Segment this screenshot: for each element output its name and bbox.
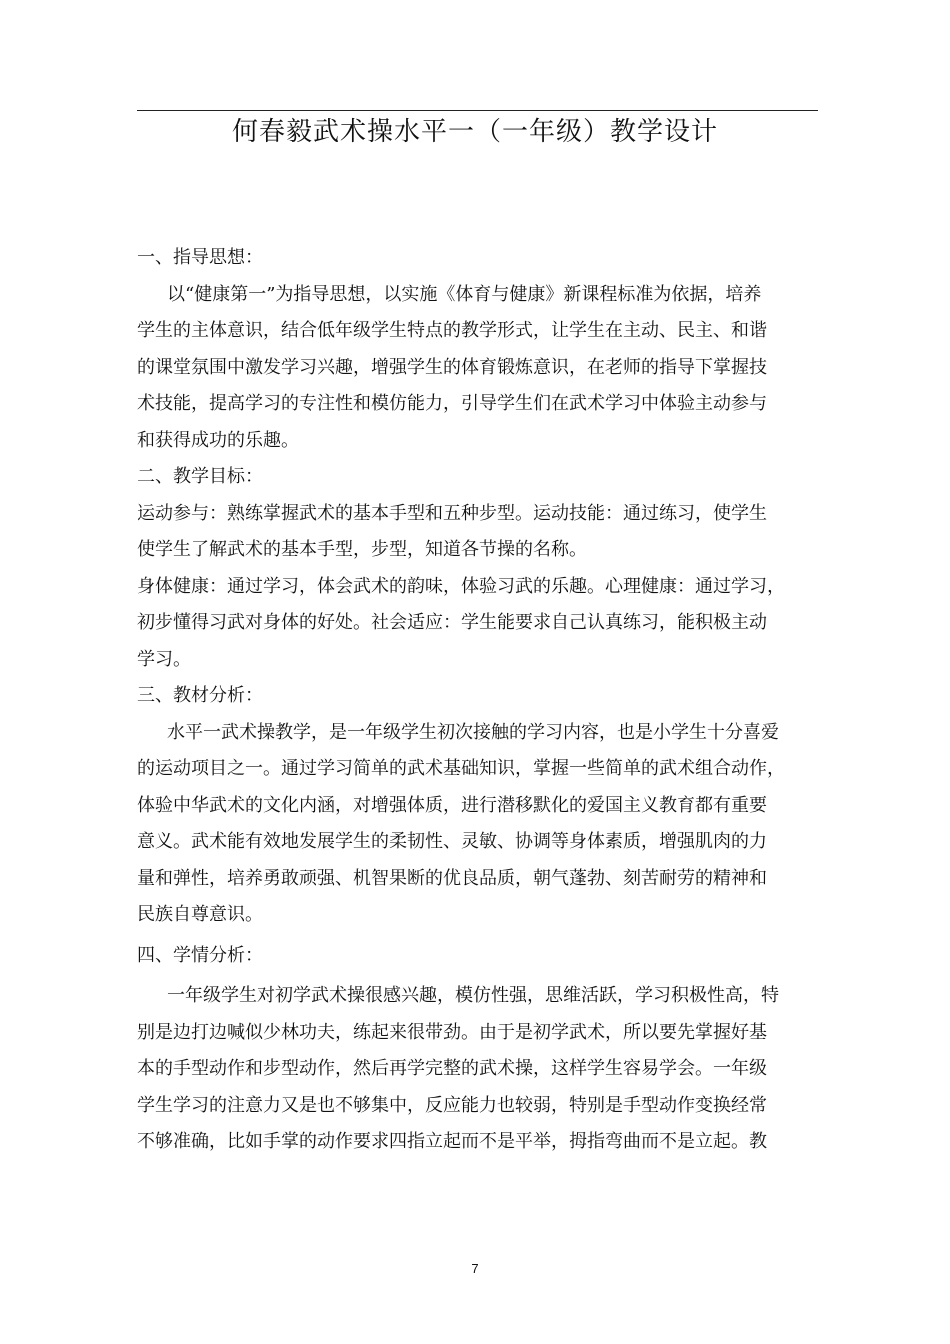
document-body xyxy=(137,240,818,1161)
guiding-line: 学生的主体意识，结合低年级学生特点的教学形式，让学生在主动、民主、和谐 xyxy=(137,320,767,341)
guiding-line: 和获得成功的乐趣。 xyxy=(137,429,299,451)
goals-line: 学习。 xyxy=(137,648,191,670)
students-line: 别是边打边喊似少林功夫，练起来很带劲。由于是初学武术，所以要先掌握好基 xyxy=(137,1021,767,1043)
students-line: 本的手型动作和步型动作，然后再学完整的武术操，这样学生容易学会。一年级 xyxy=(137,1058,767,1079)
guiding-line: 的课堂氛围中激发学习兴趣，增强学生的体育锻炼意识，在老师的指导下掌握技 xyxy=(137,356,767,378)
students-line: 一年级学生对初学武术操很感兴趣，模仿性强，思维活跃，学习积极性高，特 xyxy=(167,985,779,1006)
material-line: 的运动项目之一。通过学习简单的武术基础知识，掌握一些简单的武术组合动作， xyxy=(137,758,785,779)
goals-line: 身体健康：通过学习，体会武术的韵味，体验习武的乐趣。心理健康：通过学习， xyxy=(137,575,785,597)
students-line: 学生学习的注意力又是也不够集中，反应能力也较弱，特别是手型动作变换经常 xyxy=(137,1094,767,1116)
material-line: 民族自尊意识。 xyxy=(137,904,263,925)
goals-line: 初步懂得习武对身体的好处。社会适应：学生能要求自己认真练习，能积极主动 xyxy=(137,612,767,633)
header-rule xyxy=(137,110,818,111)
guiding-line: 术技能，提高学习的专注性和模仿能力，引导学生们在武术学习中体验主动参与 xyxy=(137,393,767,414)
material-line: 体验中华武术的文化内涵，对增强体质，进行潜移默化的爱国主义教育都有重要 xyxy=(137,794,767,816)
section-heading-goals: 二、教学目标： xyxy=(137,466,263,487)
students-line: 不够准确，比如手掌的动作要求四指立起而不是平举，拇指弯曲而不是立起。教 xyxy=(137,1131,767,1152)
goals-line: 使学生了解武术的基本手型，步型，知道各节操的名称。 xyxy=(137,539,587,560)
section-heading-material: 三、教材分析： xyxy=(137,685,263,706)
page-number: 7 xyxy=(471,1261,479,1276)
guiding-line: 以“健康第一”为指导思想，以实施《体育与健康》新课程标准为依据，培养 xyxy=(167,283,762,305)
section-heading-guiding: 一、指导思想： xyxy=(137,247,263,268)
document-title: 何春毅武术操水平一（一年级）教学设计 xyxy=(231,117,718,147)
material-line: 水平一武术操教学，是一年级学生初次接触的学习内容，也是小学生十分喜爱 xyxy=(167,721,779,743)
material-line: 量和弹性，培养勇敢顽强、机智果断的优良品质，朝气蓬勃、刻苦耐劳的精神和 xyxy=(137,867,767,889)
goals-line: 运动参与：熟练掌握武术的基本手型和五种步型。运动技能：通过练习，使学生 xyxy=(137,502,767,524)
section-heading-students: 四、学情分析： xyxy=(137,944,263,966)
material-line: 意义。武术能有效地发展学生的柔韧性、灵敏、协调等身体素质，增强肌肉的力 xyxy=(137,831,767,852)
